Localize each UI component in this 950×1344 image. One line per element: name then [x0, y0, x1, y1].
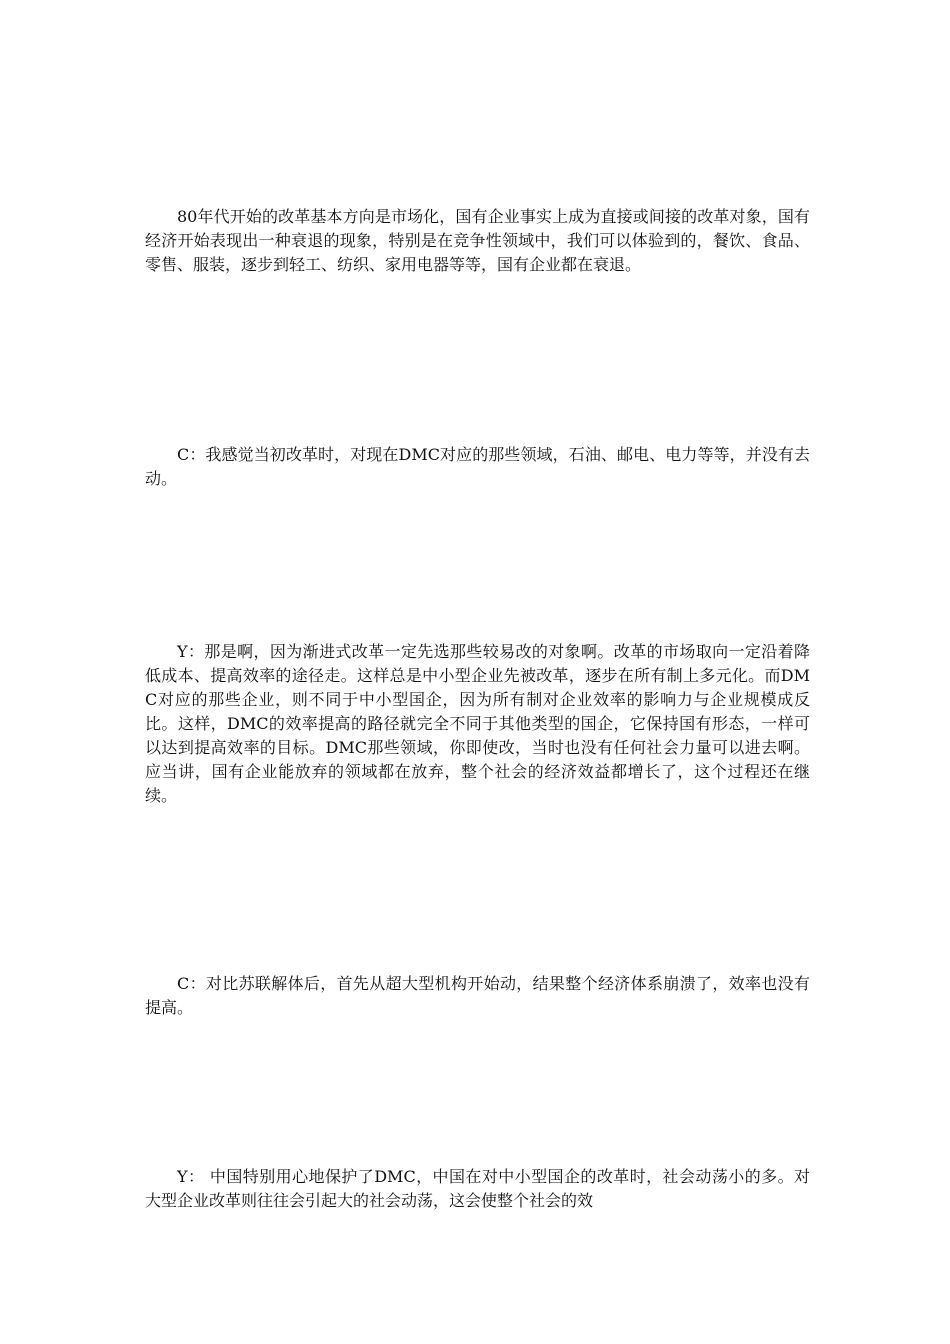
paragraph-y-answer-2: Y： 中国特别用心地保护了DMC，中国在对中小型国企的改革时，社会动荡小的多。对大型企业改革则往往会引起大的社会动荡，这会使整个社会的效: [145, 1167, 810, 1210]
paragraph-y-answer-1: Y：那是啊，因为渐进式改革一定先选那些较易改的对象啊。改革的市场取向一定沿着降低成本、提高效率的途径走。这样总是中小型企业先被改革，逐步在所有制上多元化。而DMC对应的那些企业，则不同于中小型国企，因为所有制对企业效率的影响力与企业规模成反比。这样，DMC的效率提高的路径就完全不同于其他类型的国企，它保持国有形态，一样可以达到提高效率的目标。DMC那些领域，你即使改，当时也没有任何社会力量可以进去啊。应当讲，国有企业能放弃的领域都在放弃，整个社会的经济效益都增长了，这个过程还在继续。: [145, 642, 810, 805]
paragraph-c-question-2: C：对比苏联解体后，首先从超大型机构开始动，结果整个经济体系崩溃了，效率也没有提高。: [145, 974, 810, 1017]
paragraph-reform-direction: 80年代开始的改革基本方向是市场化，国有企业事实上成为直接或间接的改革对象，国有经济开始表现出一种衰退的现象，特别是在竞争性领域中，我们可以体验到的，餐饮、食品、零售、服装，逐步到轻工、纺织、家用电器等等，国有企业都在衰退。: [145, 207, 810, 274]
paragraph-c-question-1: C：我感觉当初改革时，对现在DMC对应的那些领域，石油、邮电、电力等等，并没有去动。: [145, 445, 810, 488]
